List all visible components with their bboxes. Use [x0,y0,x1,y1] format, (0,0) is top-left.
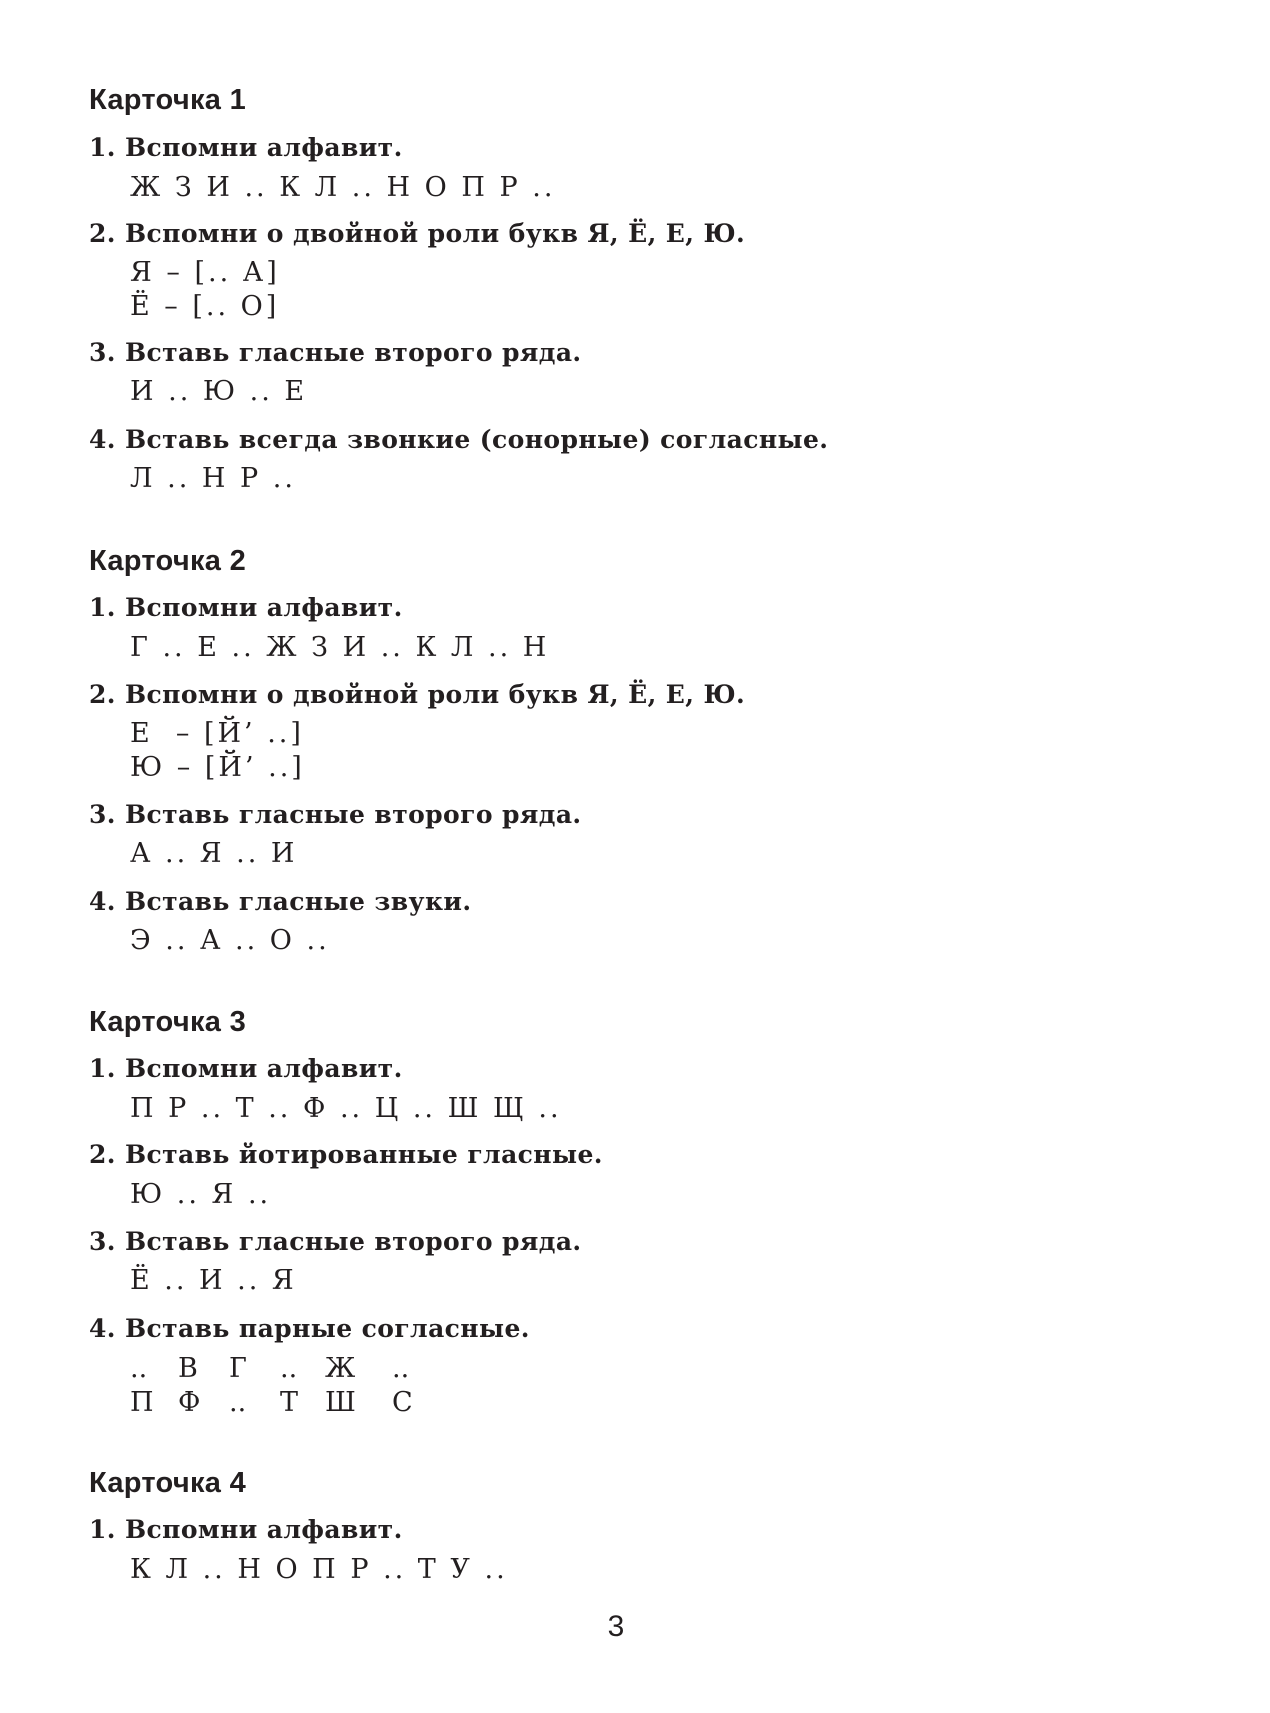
grid-cell: .. [229,1387,247,1418]
grid-cell: Ш [325,1387,356,1418]
card-1-task-3-answer: И .. Ю .. Е [130,376,308,407]
grid-cell: .. [392,1353,410,1384]
card-3-title: Карточка 3 [89,1006,246,1038]
card-1-task-2-line-1: Я – [.. А] [130,257,280,288]
grid-cell: Г [229,1353,247,1384]
card-3-task-1: 1. Вспомни алфавит. [89,1054,403,1083]
card-1-title: Карточка 1 [89,84,246,116]
card-4-title: Карточка 4 [89,1467,246,1499]
card-3-task-3-answer: Ё .. И .. Я [130,1265,297,1296]
card-2-task-1: 1. Вспомни алфавит. [89,593,403,622]
card-1-task-3: 3. Вставь гласные второго ряда. [89,338,582,367]
card-2-task-4: 4. Вставь гласные звуки. [89,887,472,916]
card-2-task-3: 3. Вставь гласные второго ряда. [89,800,582,829]
card-2-task-3-answer: А .. Я .. И [130,838,298,869]
card-2-title: Карточка 2 [89,545,246,577]
card-1-task-2: 2. Вспомни о двойной роли букв Я, Ё, Е, Ю. [89,219,746,248]
grid-cell: Т [280,1387,299,1418]
card-3-task-1-answer: П Р .. Т .. Ф .. Ц .. Ш Щ .. [130,1093,562,1124]
card-3-task-3: 3. Вставь гласные второго ряда. [89,1227,582,1256]
card-1-task-4-answer: Л .. Н Р .. [130,463,296,494]
grid-cell: .. [130,1353,148,1384]
grid-cell: В [178,1353,198,1384]
card-1-task-1-answer: Ж З И .. К Л .. Н О П Р .. [130,172,556,203]
grid-cell: .. [280,1353,298,1384]
grid-cell: Ф [178,1387,201,1418]
card-2-task-4-answer: Э .. А .. О .. [130,925,330,956]
card-3-task-4: 4. Вставь парные согласные. [89,1314,530,1343]
grid-cell: П [130,1387,154,1418]
card-3-task-2-answer: Ю .. Я .. [130,1179,272,1210]
card-3-task-2: 2. Вставь йотированные гласные. [89,1140,603,1169]
card-2-task-2-line-1: Е – [Й’ ..] [130,718,304,749]
card-1-task-2-line-2: Ё – [.. О] [130,291,280,322]
card-4-task-1: 1. Вспомни алфавит. [89,1515,403,1544]
card-4-task-1-answer: К Л .. Н О П Р .. Т У .. [130,1554,508,1585]
card-1-task-4: 4. Вставь всегда звонкие (сонорные) согласные. [89,425,829,454]
grid-cell: Ж [325,1353,356,1384]
card-2-task-1-answer: Г .. Е .. Ж З И .. К Л .. Н [130,632,550,663]
page-number: 3 [607,1610,625,1643]
card-2-task-2-line-2: Ю – [Й’ ..] [130,752,305,783]
card-1-task-1: 1. Вспомни алфавит. [89,133,403,162]
card-2-task-2: 2. Вспомни о двойной роли букв Я, Ё, Е, Ю. [89,680,746,709]
grid-cell: С [392,1387,413,1418]
